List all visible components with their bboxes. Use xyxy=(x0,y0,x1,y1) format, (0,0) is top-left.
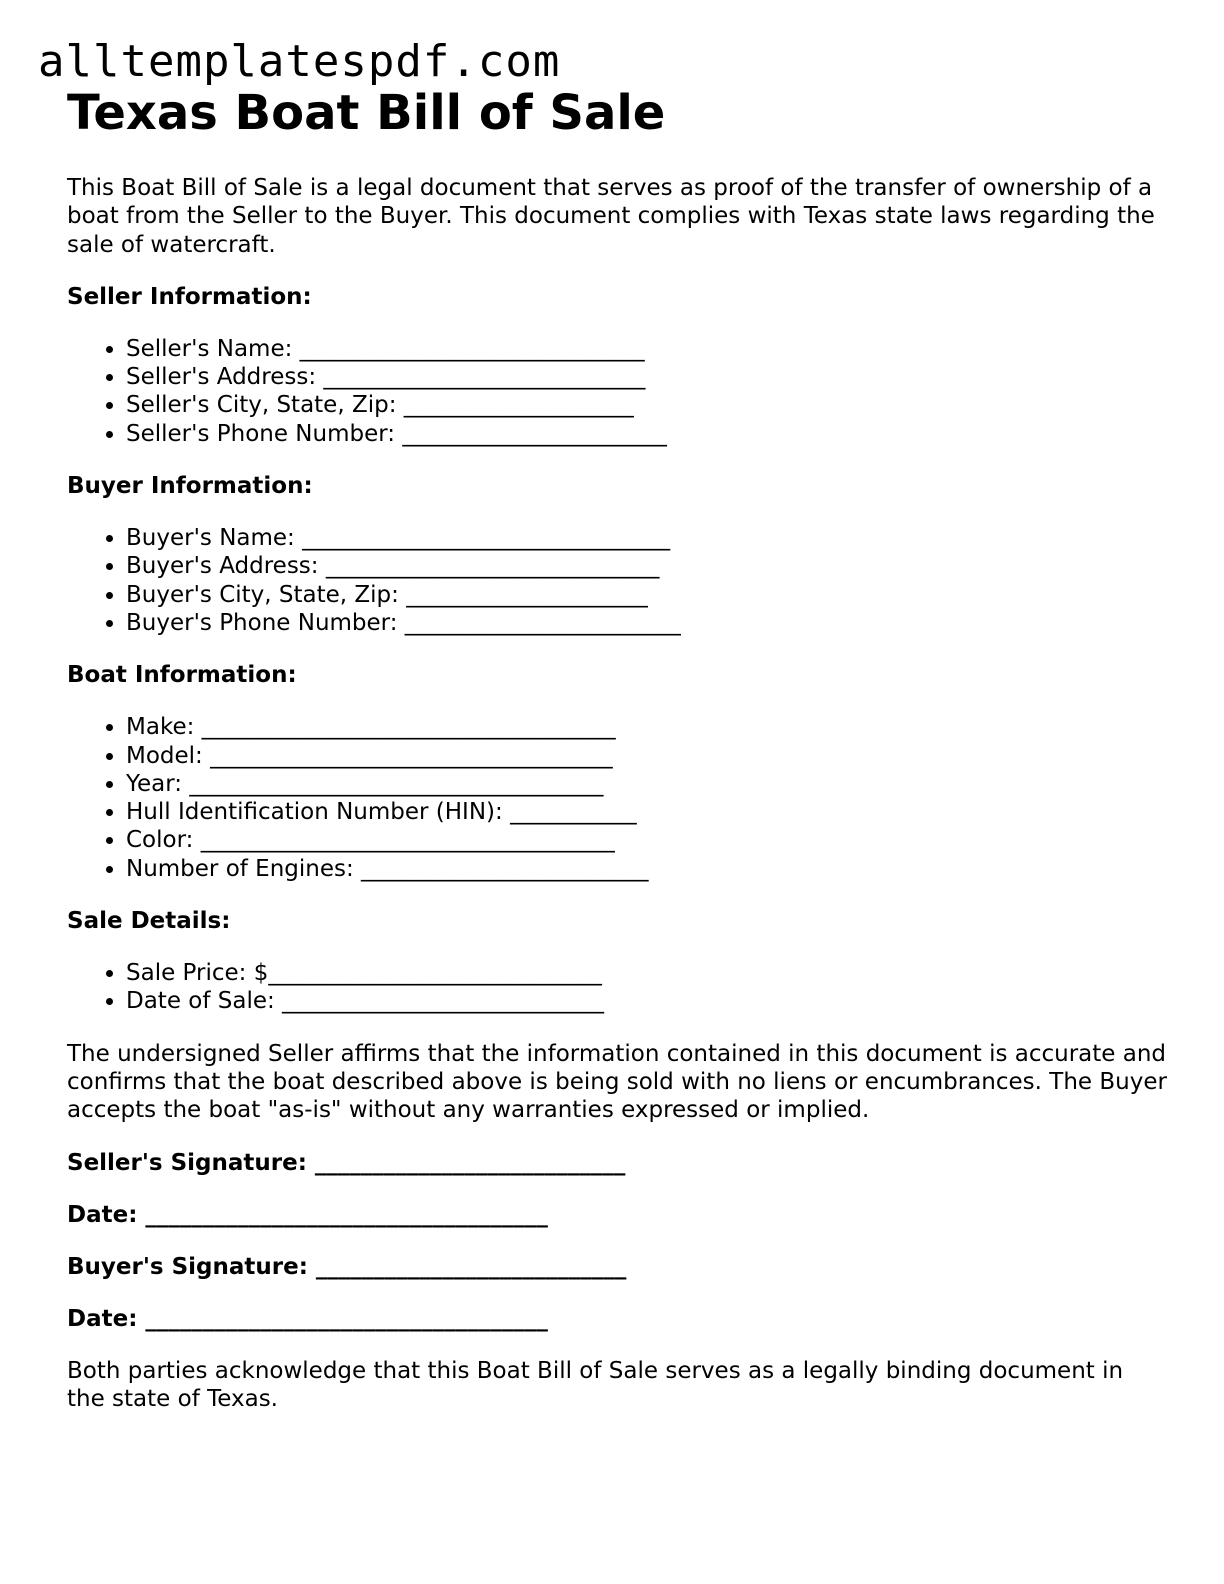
seller-section-heading: Seller Information: xyxy=(67,283,312,310)
buyer-signature-field[interactable]: Buyer's Signature: ___________________________ xyxy=(67,1253,627,1280)
boat-make-field[interactable]: • Make: ____________________________________ xyxy=(126,713,1167,741)
seller-field-list xyxy=(67,335,1167,448)
sale-price-field[interactable]: • Sale Price: $_____________________________ xyxy=(126,959,1167,987)
closing-paragraph: Both parties acknowledge that this Boat Bill of Sale serves as a legally binding document in the state of Texas. xyxy=(67,1357,1124,1412)
document-title: Texas Boat Bill of Sale xyxy=(67,85,666,141)
buyer-phone-field[interactable]: • Buyer's Phone Number: ________________________ xyxy=(126,609,1167,637)
boat-hin-field[interactable]: • Hull Identification Number (HIN): ___________ xyxy=(126,798,1167,826)
seller-name-field[interactable]: • Seller's Name: ______________________________ xyxy=(126,335,1167,363)
seller-address-field[interactable]: • Seller's Address: ____________________________ xyxy=(126,363,1167,391)
seller-phone-field[interactable]: • Seller's Phone Number: _______________________ xyxy=(126,420,1167,448)
intro-paragraph: This Boat Bill of Sale is a legal document that serves as proof of the transfer of ownership of a boat from the Seller to the Buyer. This document complies with Texas state laws regarding the sale of watercraft. xyxy=(67,175,1155,258)
sale-section-heading: Sale Details: xyxy=(67,908,231,935)
watermark-text: alltemplatespdf.com xyxy=(38,36,561,87)
boat-color-field[interactable]: • Color: ____________________________________ xyxy=(126,826,1167,854)
buyer-address-field[interactable]: • Buyer's Address: _____________________________ xyxy=(126,552,1167,580)
buyer-date-field[interactable]: Date: ___________________________________ xyxy=(67,1305,548,1332)
boat-engines-field[interactable]: • Number of Engines: _________________________ xyxy=(126,855,1167,883)
seller-city-state-zip-field[interactable]: • Seller's City, State, Zip: ____________________ xyxy=(126,391,1167,419)
buyer-city-state-zip-field[interactable]: • Buyer's City, State, Zip: _____________________ xyxy=(126,581,1167,609)
boat-section-heading: Boat Information: xyxy=(67,662,297,689)
boat-field-list xyxy=(67,713,1167,883)
buyer-field-list xyxy=(67,524,1167,637)
seller-date-field[interactable]: Date: ___________________________________ xyxy=(67,1201,548,1228)
document-page xyxy=(67,84,1167,1413)
boat-year-field[interactable]: • Year: ____________________________________ xyxy=(126,770,1167,798)
boat-model-field[interactable]: • Model: ___________________________________ xyxy=(126,742,1167,770)
seller-affirmation-paragraph: The undersigned Seller affirms that the information contained in this document is accurate and confirms that the boat described above is being sold with no liens or encumbrances. The Buyer accepts the boat "as-is" without any warranties expressed or implied. xyxy=(67,1040,1167,1124)
buyer-section-heading: Buyer Information: xyxy=(67,473,313,500)
sale-field-list xyxy=(67,959,1167,1016)
seller-signature-field[interactable]: Seller's Signature: ___________________________ xyxy=(67,1149,626,1176)
buyer-name-field[interactable]: • Buyer's Name: ________________________________ xyxy=(126,524,1167,552)
sale-date-field[interactable]: • Date of Sale: ____________________________ xyxy=(126,987,1167,1015)
